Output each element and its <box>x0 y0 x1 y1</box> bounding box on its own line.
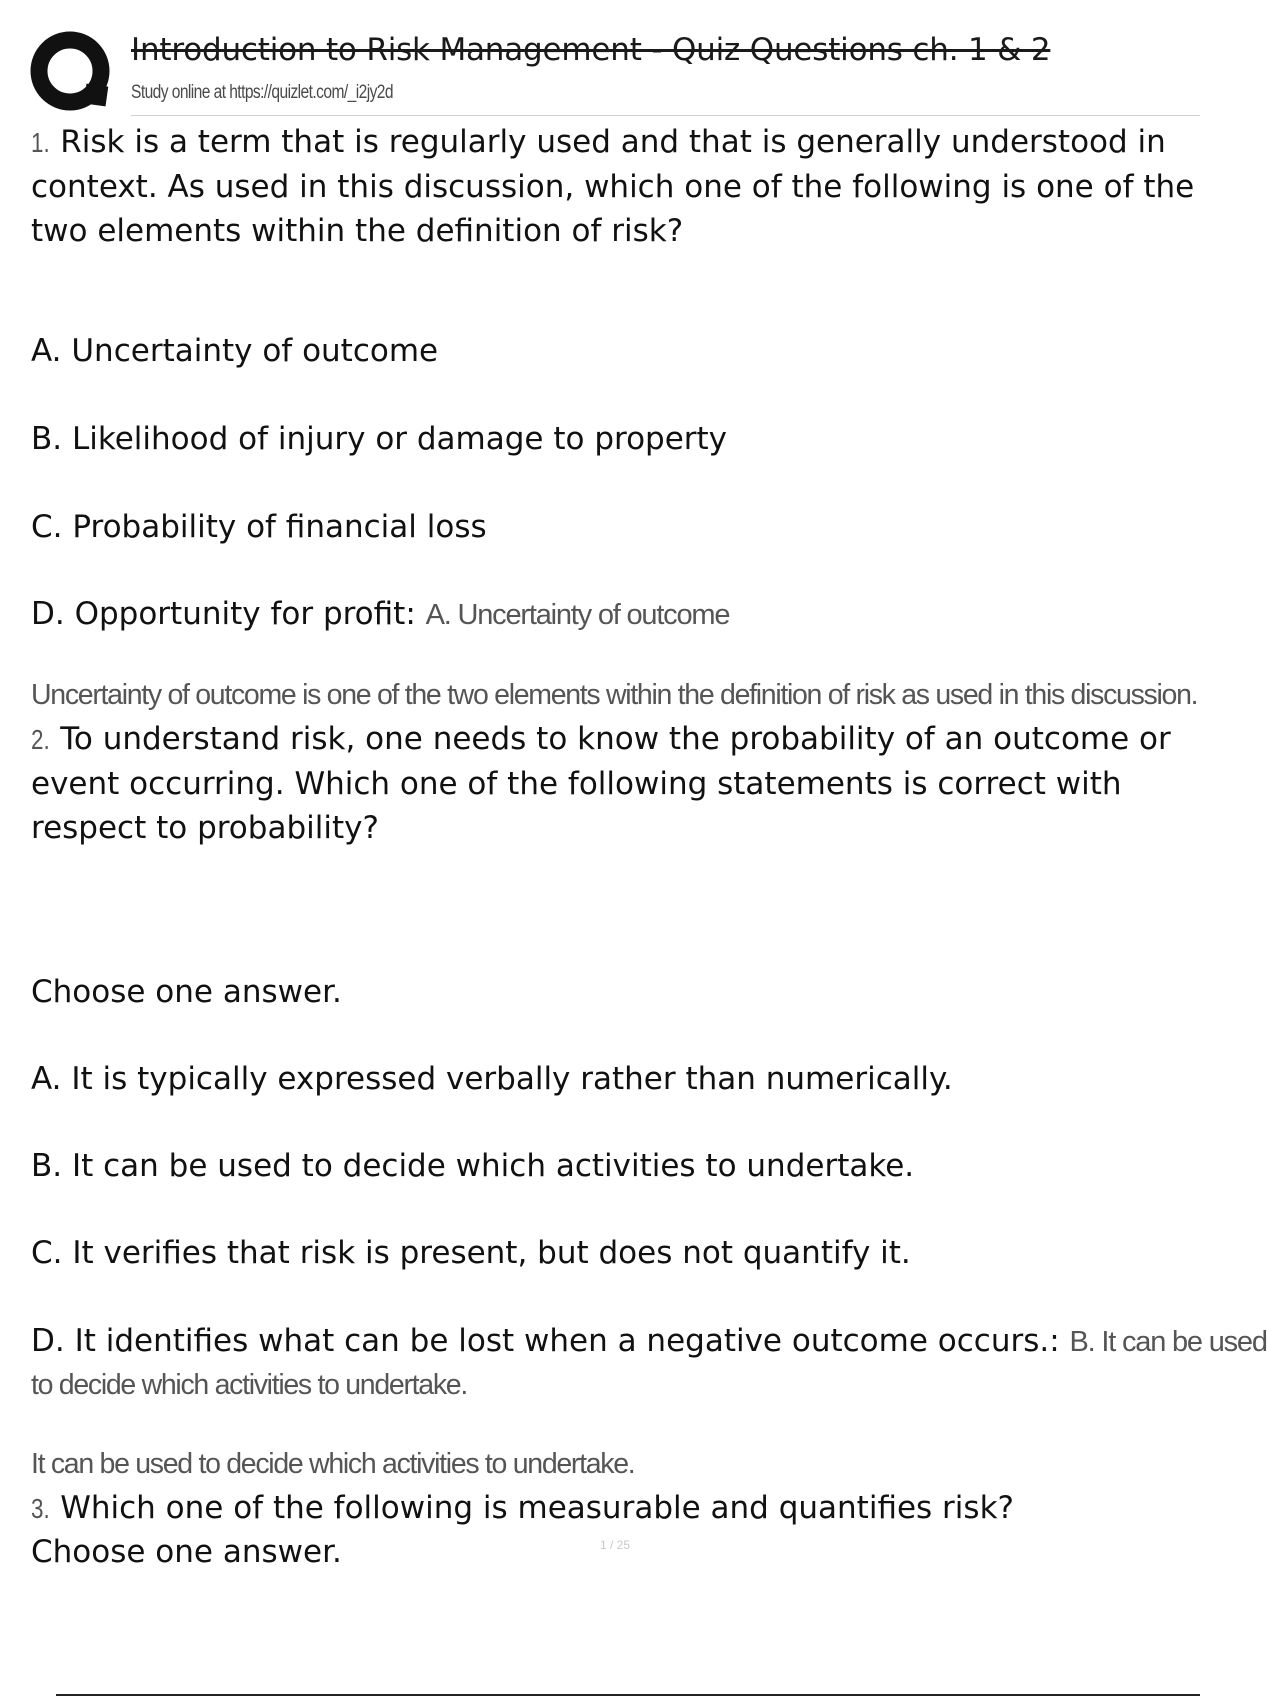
question-2-text: 2. To understand risk, one needs to know the probability of an outcome or event occurring. Which one of the following statements is correct with respect to probability? <box>31 717 1200 850</box>
question-2-option-b: B. It can be used to decide which activities to undertake. <box>31 1148 915 1184</box>
question-1-explanation: Uncertainty of outcome is one of the two elements within the definition of risk as used in this discussion. <box>31 679 1198 711</box>
footer-divider <box>56 1694 1200 1696</box>
question-2-option-d: D. It identifies what can be lost when a negative outcome occurs.: B. It can be used <box>31 1323 1267 1359</box>
question-1-option-b: B. Likelihood of injury or damage to property <box>31 421 728 457</box>
question-2-answer: B. It can be used <box>1069 1326 1267 1358</box>
question-1-option-d: D. Opportunity for profit: A. Uncertainty of outcome <box>31 596 730 632</box>
question-3-prompt: Choose one answer. <box>31 1534 342 1570</box>
question-1-option-c: C. Probability of financial loss <box>31 509 487 545</box>
question-2-option-c: C. It verifies that risk is present, but does not quantify it. <box>31 1235 911 1271</box>
page-header <box>0 0 1200 118</box>
question-2-answer-continued: to decide which activities to undertake. <box>31 1369 467 1401</box>
question-1-answer: A. Uncertainty of outcome <box>425 599 730 631</box>
question-number: 2. <box>31 724 50 755</box>
question-1-option-a: A. Uncertainty of outcome <box>31 333 439 369</box>
question-3-text: 3. Which one of the following is measurable and quantifies risk? <box>31 1486 1200 1531</box>
page-number: 1 / 25 <box>600 1538 631 1552</box>
question-1 <box>31 120 1205 253</box>
question-number: 1. <box>31 127 50 158</box>
header-divider <box>131 115 1200 116</box>
question-2-explanation: It can be used to decide which activities to undertake. <box>31 1448 635 1480</box>
study-online-link[interactable]: Study online at https://quizlet.com/_i2jy2d <box>131 82 393 103</box>
question-2-prompt: Choose one answer. <box>31 974 342 1010</box>
question-1-text: 1. Risk is a term that is regularly used and that is generally understood in context. As used in this discussion, which one of the following is one of the two elements within the definition of risk? <box>31 120 1200 253</box>
question-number: 3. <box>31 1493 50 1524</box>
document-title: Introduction to Risk Management - Quiz Questions ch. 1 & 2 <box>131 32 1051 68</box>
question-2-option-a: A. It is typically expressed verbally rather than numerically. <box>31 1061 953 1097</box>
quizlet-logo-icon <box>30 30 114 114</box>
